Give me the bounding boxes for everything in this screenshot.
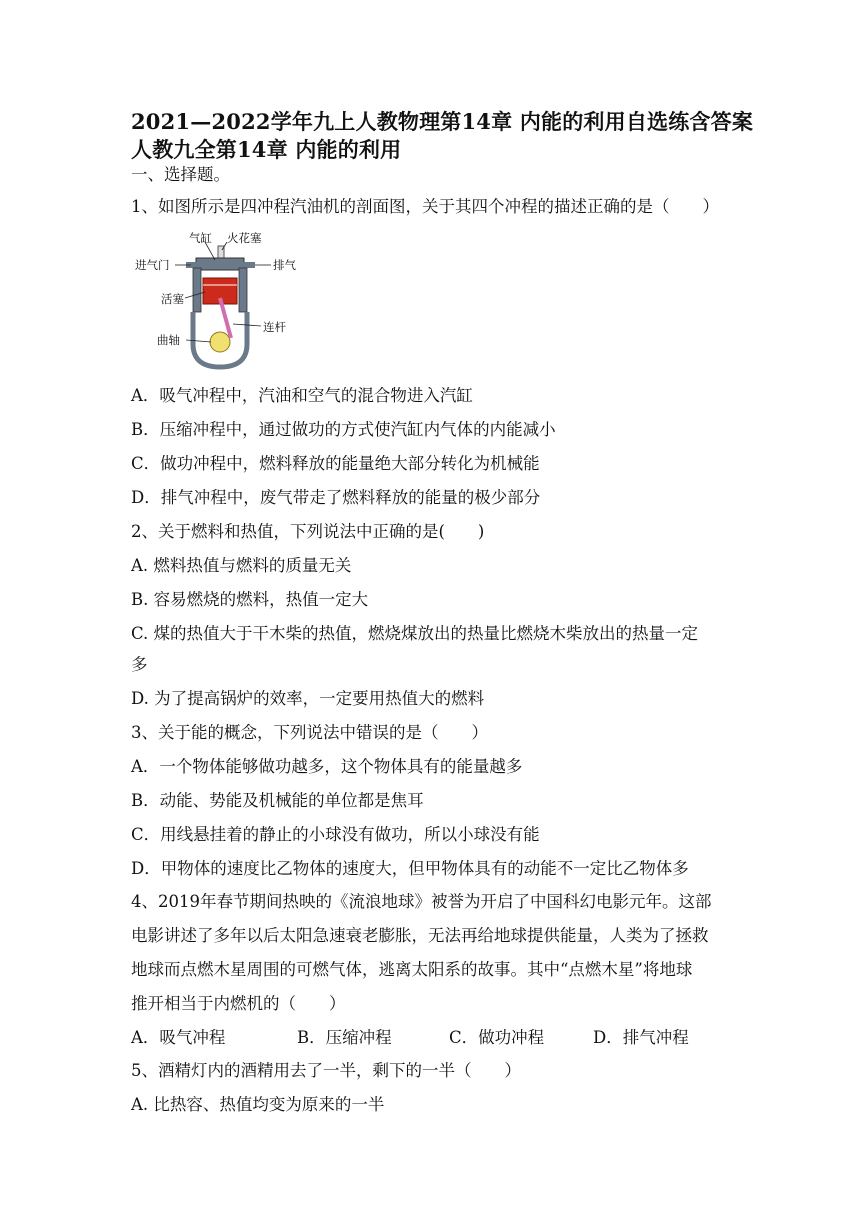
q4-stem-line-1: 4、2019年春节期间热映的《流浪地球》被誉为开启了中国科幻电影元年。这部 (131, 892, 712, 911)
cylinder-wall-left (193, 268, 201, 312)
q4-stem-line-2: 电影讲述了多年以后太阳急速衰老膨胀，无法再给地球提供能量，人类为了拯救 (131, 926, 709, 945)
q3-option-d: D．甲物体的速度比乙物体的速度大，但甲物体具有的动能不一定比乙物体多 (131, 859, 689, 878)
q2-option-b: B. 容易燃烧的燃料，热值一定大 (131, 590, 369, 609)
q5-stem: 5、酒精灯内的酒精用去了一半，剩下的一半（ ） (131, 1061, 521, 1080)
cylinder-head-shape (196, 258, 244, 270)
doc-title: 2021—2022学年九上人教物理第14章 内能的利用自选练含答案 (131, 109, 754, 134)
doc-subtitle: 人教九全第14章 内能的利用 (131, 137, 402, 162)
label-crank: 曲轴 (157, 333, 180, 347)
q1-option-b: B．压缩冲程中，通过做功的方式使汽缸内气体的内能减小 (131, 420, 556, 439)
q1-option-a: A．吸气冲程中，汽油和空气的混合物进入汽缸 (131, 386, 473, 405)
q4-stem-line-4: 推开相当于内燃机的（ ） (131, 994, 346, 1013)
label-piston: 活塞 (161, 292, 184, 306)
q1-stem: 1、如图所示是四冲程汽油机的剖面图，关于其四个冲程的描述正确的是（ ） (131, 197, 719, 216)
cylinder-wall-right (239, 268, 247, 312)
q5-option-a: A. 比热容、热值均变为原来的一半 (131, 1095, 385, 1114)
section-heading: 一、选择题。 (131, 165, 230, 184)
q4-option-c: C．做功冲程 (449, 1028, 545, 1047)
label-intake: 进气门 (135, 258, 170, 272)
label-spark-plug: 火花塞 (227, 232, 262, 245)
q2-option-c-wrap: 多 (131, 655, 148, 674)
q1-option-c: C．做功冲程中，燃料释放的能量绝大部分转化为机械能 (131, 454, 540, 473)
engine-cross-section-figure (131, 232, 306, 370)
crank-shape (210, 332, 230, 352)
q4-option-a: A．吸气冲程 (131, 1028, 226, 1047)
q3-option-c: C．用线悬挂着的静止的小球没有做功，所以小球没有能 (131, 825, 540, 844)
label-rod: 连杆 (263, 320, 286, 334)
q1-option-d: D．排气冲程中，废气带走了燃料释放的能量的极少部分 (131, 488, 541, 507)
q3-option-a: A．一个物体能够做功越多，这个物体具有的能量越多 (131, 757, 523, 776)
q4-option-d: D．排气冲程 (593, 1028, 689, 1047)
label-exhaust: 排气 (273, 258, 296, 272)
q2-option-a: A. 燃料热值与燃料的质量无关 (131, 556, 352, 575)
q2-option-d: D. 为了提高锅炉的效率，一定要用热值大的燃料 (131, 689, 485, 708)
q2-option-c: C. 煤的热值大于干木柴的热值，燃烧煤放出的热量比燃烧木柴放出的热量一定 (131, 624, 699, 643)
exhaust-valve-shape (241, 262, 255, 268)
q4-stem-line-3: 地球而点燃木星周围的可燃气体，逃离太阳系的故事。其中“点燃木星”将地球 (131, 960, 693, 979)
engine-diagram (131, 232, 306, 370)
label-cylinder: 气缸 (189, 232, 212, 245)
q3-stem: 3、关于能的概念，下列说法中错误的是（ ） (131, 723, 488, 742)
q4-option-b: B．压缩冲程 (297, 1028, 392, 1047)
q3-option-b: B．动能、势能及机械能的单位都是焦耳 (131, 791, 424, 810)
q2-stem: 2、关于燃料和热值，下列说法中正确的是( ) (131, 522, 485, 541)
